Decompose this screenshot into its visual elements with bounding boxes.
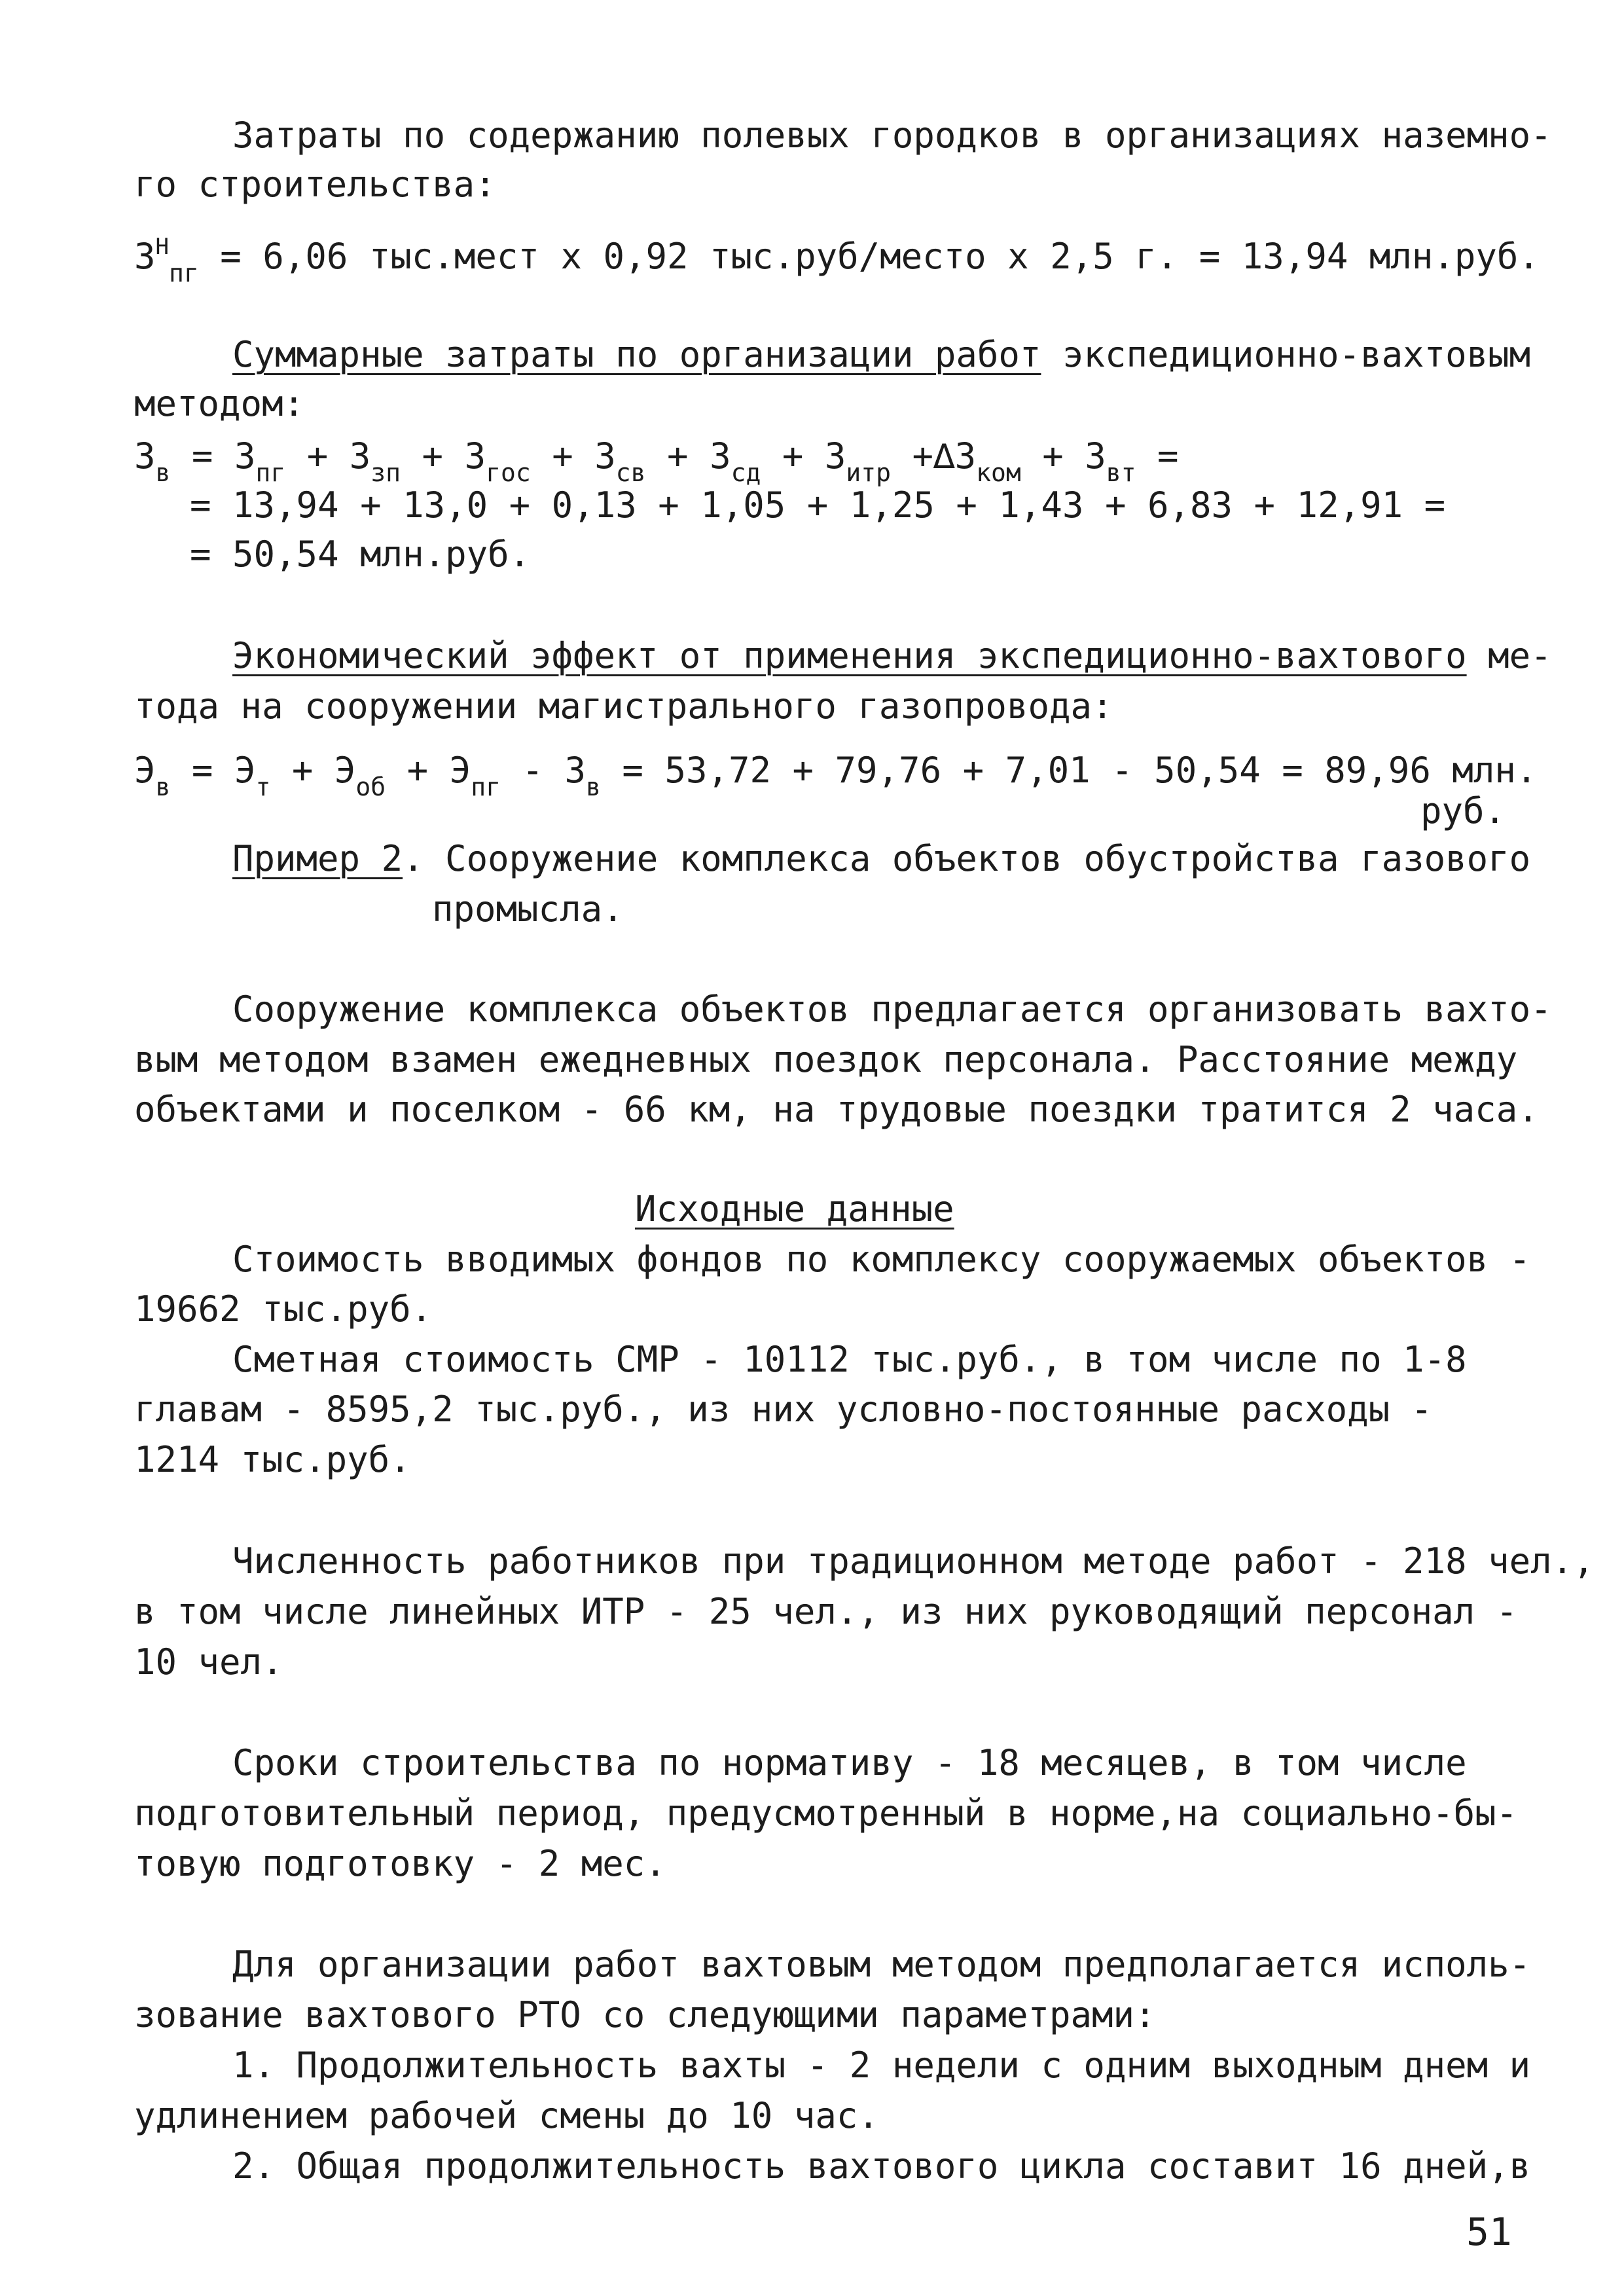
f2-sub: в	[155, 458, 171, 487]
para4-line3: объектами и поселком - 66 км, на трудовые поездки тратится 2 часа.	[134, 1089, 1539, 1130]
f3-term: + Э	[386, 750, 471, 791]
f2-term: + З	[645, 435, 731, 477]
example2-title: . Сооружение комплекса объектов обустройства газового	[403, 838, 1531, 879]
f2-sub: вт	[1106, 458, 1136, 487]
formula-subscript: пг	[169, 259, 199, 287]
example2-label: Пример 2	[232, 838, 403, 879]
example2-line1	[232, 838, 1531, 879]
f2-term: + З	[401, 435, 486, 477]
para7-line1: Для организации работ вахтовым методом предполагается исполь-	[232, 1944, 1531, 1985]
formula-economic-effect-unit: руб.	[1420, 790, 1506, 831]
source-data-heading	[635, 1188, 954, 1230]
source-line2: 19662 тыс.руб.	[134, 1288, 433, 1330]
f3-term: = Э	[170, 750, 256, 791]
f2-term: + З	[761, 435, 846, 477]
f2-sub: св	[615, 458, 646, 487]
f3-term: + Э	[270, 750, 356, 791]
f3-sub: в	[586, 773, 601, 801]
f3-sub: пг	[471, 773, 501, 801]
formula-economic-effect	[134, 750, 1538, 801]
f3-term: Э	[134, 750, 156, 791]
formula-field-camps	[134, 236, 1540, 285]
para7-line4: удлинением рабочей смены до 10 час.	[134, 2095, 879, 2136]
source-line1: Стоимость вводимых фондов по комплексу сооружаемых объектов -	[232, 1239, 1531, 1280]
f2-term: + З	[1020, 435, 1106, 477]
f2-term: = З	[170, 435, 256, 477]
formula-total-costs	[134, 435, 1179, 487]
para7-line2: зование вахтового РТО со следующими параметрами:	[134, 1994, 1156, 2035]
formula-total-costs-line3: = 50,54 млн.руб.	[190, 534, 531, 575]
para5-line3: 10 чел.	[134, 1641, 283, 1683]
para2-line1-rest: экспедиционно-вахтовым	[1041, 334, 1531, 375]
f2-sub: пг	[255, 458, 286, 487]
para5-line1: Численность работников при традиционном методе работ - 218 чел.,	[232, 1540, 1595, 1582]
formula-symbol: З	[134, 236, 156, 277]
formula-total-costs-line2: = 13,94 + 13,0 + 0,13 + 1,05 + 1,25 + 1,43 + 6,83 + 12,91 =	[190, 484, 1446, 526]
f2-term: =	[1136, 435, 1179, 477]
formula-superscript: Н	[155, 234, 169, 260]
f3-sub: об	[355, 773, 386, 801]
example2-line2: промысла.	[432, 888, 624, 930]
para7-line5: 2. Общая продолжительность вахтового цикла составит 16 дней,в	[232, 2145, 1531, 2187]
f2-sub: итр	[846, 458, 892, 487]
para3-line1	[232, 635, 1552, 676]
source-line3: Сметная стоимость СМР - 10112 тыс.руб., в том числе по 1-8	[232, 1339, 1467, 1380]
para5-line2: в том числе линейных ИТР - 25 чел., из них руководящий персонал -	[134, 1591, 1518, 1632]
f3-sub: т	[255, 773, 271, 801]
para6-line1: Сроки строительства по нормативу - 18 месяцев, в том числе	[232, 1742, 1467, 1783]
para1-line2: го строительства:	[134, 164, 496, 205]
para6-line3: товую подготовку - 2 мес.	[134, 1843, 666, 1884]
para4-line1: Сооружение комплекса объектов предлагается организовать вахто-	[232, 989, 1552, 1030]
para3-underlined-title: Экономический эффект от применения экспедиционно-вахтового	[232, 635, 1467, 676]
page-number: 51	[1466, 2210, 1512, 2254]
source-data-heading-text: Исходные данные	[635, 1188, 954, 1230]
f2-sub: сд	[731, 458, 761, 487]
f3-term: - З	[500, 750, 586, 791]
formula-rhs: = 6,06 тыс.мест х 0,92 тыс.руб/место х 2,5 г. = 13,94 млн.руб.	[198, 236, 1540, 277]
f2-term: +∆З	[891, 435, 977, 477]
f2-term: З	[134, 435, 156, 477]
para1-line1: Затраты по содержанию полевых городков в организациях наземно-	[232, 115, 1552, 156]
para3-line1-rest: ме-	[1466, 635, 1552, 676]
para2-line2: методом:	[134, 383, 305, 424]
f2-sub: зп	[370, 458, 401, 487]
f2-sub: гос	[486, 458, 531, 487]
para6-line2: подготовительный период, предусмотренный в норме,на социально-бы-	[134, 1793, 1518, 1834]
f2-term: + З	[285, 435, 371, 477]
para2-line1	[232, 334, 1531, 375]
f3-sub: в	[155, 773, 171, 801]
para7-line3: 1. Продолжительность вахты - 2 недели с одним выходным днем и	[232, 2045, 1531, 2086]
source-line4: главам - 8595,2 тыс.руб., из них условно-постоянные расходы -	[134, 1389, 1433, 1430]
para3-line2: тода на сооружении магистрального газопровода:	[134, 685, 1113, 727]
para2-underlined-title: Суммарные затраты по организации работ	[232, 334, 1041, 375]
f3-term: = 53,72 + 79,76 + 7,01 - 50,54 = 89,96 млн.	[600, 750, 1538, 791]
source-line5: 1214 тыс.руб.	[134, 1439, 411, 1480]
f2-sub: ком	[976, 458, 1021, 487]
para4-line2: вым методом взамен ежедневных поездок персонала. Расстояние между	[134, 1039, 1518, 1080]
f2-term: + З	[530, 435, 616, 477]
